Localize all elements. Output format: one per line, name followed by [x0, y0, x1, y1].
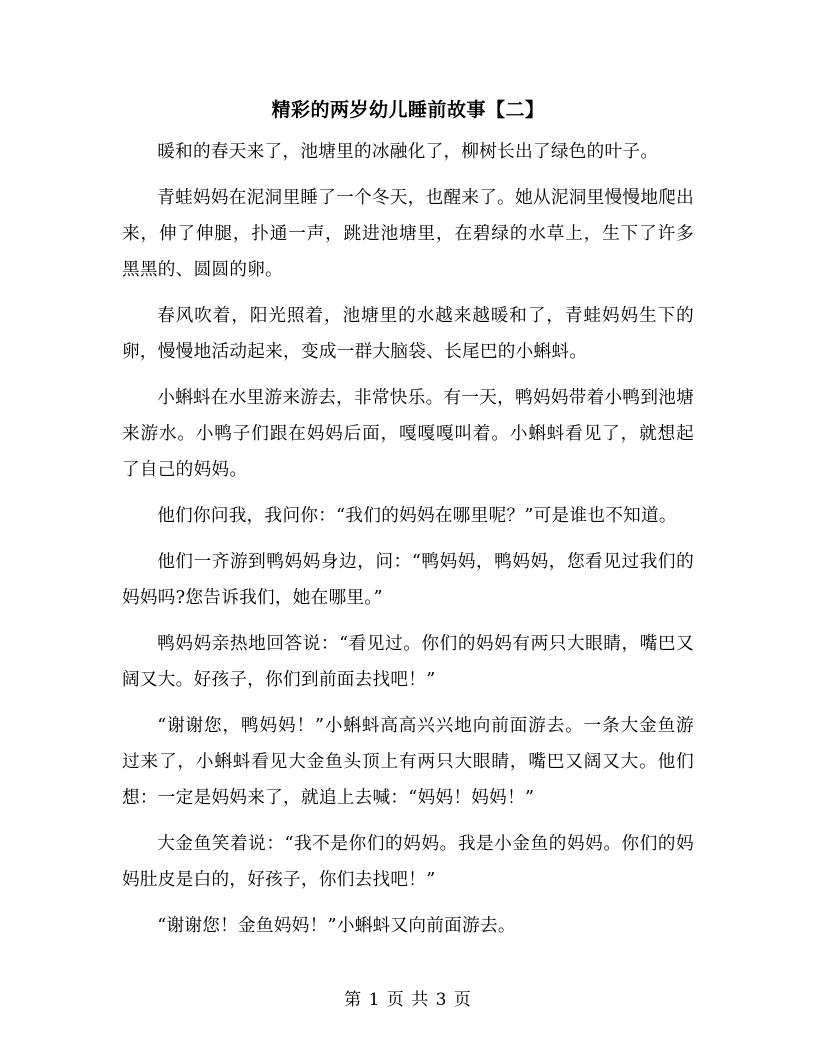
paragraph: “谢谢您！金鱼妈妈！”小蝌蚪又向前面游去。	[157, 916, 516, 936]
paragraph: 暖和的春天来了，池塘里的冰融化了，柳树长出了绿色的叶子。	[157, 142, 659, 162]
paragraph: 他们你问我，我问你：“我们的妈妈在哪里呢？”可是谁也不知道。	[157, 506, 677, 526]
paragraph: 他们一齐游到鸭妈妈身边，问：“鸭妈妈，鸭妈妈，您看见过我们的妈妈吗?您告诉我们，她在哪里。”	[122, 552, 694, 608]
document-title: 精彩的两岁幼儿睡前故事【二】	[271, 99, 545, 121]
page-number-footer: 第 1 页 共 3 页	[344, 990, 472, 1010]
paragraph: 鸭妈妈亲热地回答说：“看见过。你们的妈妈有两只大眼睛，嘴巴又阔又大。好孩子，你们到前面去找吧！”	[122, 634, 694, 690]
paragraph: 大金鱼笑着说：“我不是你们的妈妈。我是小金鱼的妈妈。你们的妈妈肚皮是白的，好孩子，你们去找吧！”	[122, 834, 694, 890]
paragraph: 春风吹着，阳光照着，池塘里的水越来越暖和了，青蛙妈妈生下的卵，慢慢地活动起来，变成一群大脑袋、长尾巴的小蝌蚪。	[122, 306, 694, 362]
paragraph: “谢谢您，鸭妈妈！”小蝌蚪高高兴兴地向前面游去。一条大金鱼游过来了，小蝌蚪看见大金鱼头顶上有两只大眼睛，嘴巴又阔又大。他们想：一定是妈妈来了，就追上去喊：“妈妈！妈妈！”	[122, 716, 694, 808]
paragraph: 小蝌蚪在水里游来游去，非常快乐。有一天，鸭妈妈带着小鸭到池塘来游水。小鸭子们跟在妈妈后面，嘎嘎嘎叫着。小蝌蚪看见了，就想起了自己的妈妈。	[122, 388, 695, 480]
document-body	[122, 134, 694, 954]
paragraph: 青蛙妈妈在泥洞里睡了一个冬天，也醒来了。她从泥洞里慢慢地爬出来，伸了伸腿，扑通一声，跳进池塘里，在碧绿的水草上，生下了许多黑黑的、圆圆的卵。	[122, 188, 695, 280]
